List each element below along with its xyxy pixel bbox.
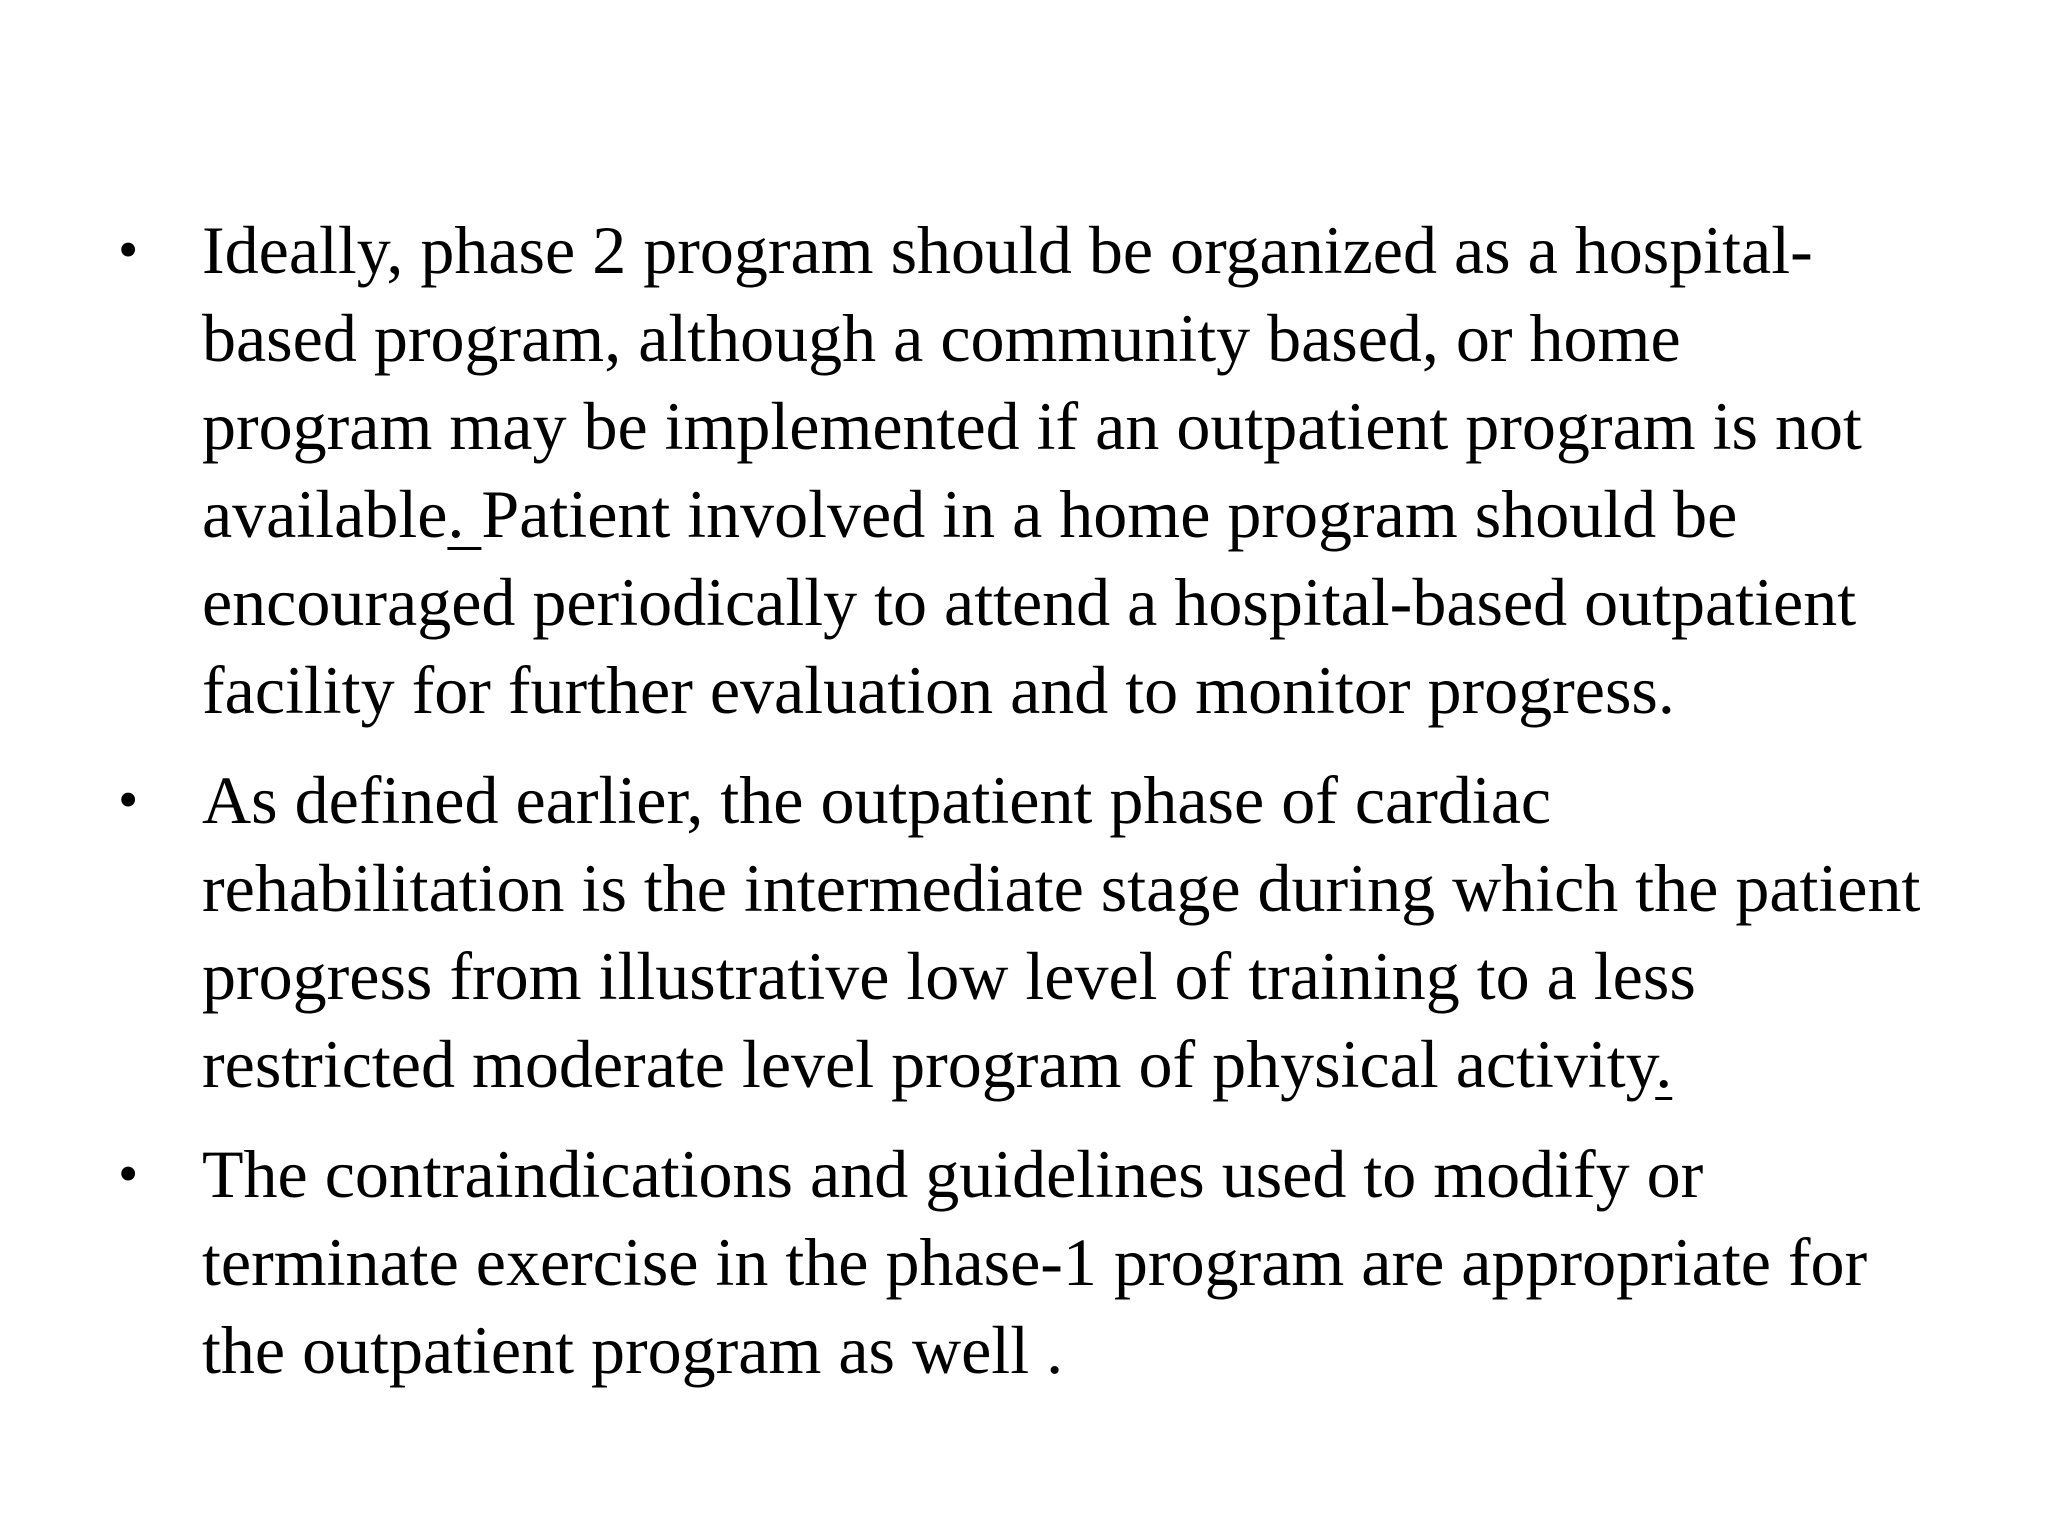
text-segment: available [202, 476, 448, 552]
text-line: Ideally, phase 2 program should be organized as a hospital- [202, 212, 1813, 288]
text-line: terminate exercise in the phase-1 program are appropriate for [202, 1224, 1868, 1300]
text-line: based program, although a community based, or home [202, 300, 1681, 376]
bullet-item-2 [118, 756, 1998, 1108]
text-line [202, 1020, 1998, 1108]
bullet-item-3 [118, 1130, 1998, 1394]
text-line [202, 470, 1998, 558]
bullet-icon: • [118, 217, 139, 282]
bullet-icon: • [118, 767, 139, 832]
text-line: encouraged periodically to attend a hospital-based outpatient [202, 564, 1857, 640]
bullet-list [118, 206, 1998, 1416]
text-line: progress from illustrative low level of training to a less [202, 938, 1696, 1014]
text-line: facility for further evaluation and to monitor progress. [202, 652, 1675, 728]
bullet-item-1 [118, 206, 1998, 734]
bullet-icon: • [118, 1141, 139, 1206]
text-line: program may be implemented if an outpatient program is not [202, 388, 1862, 464]
text-segment: Patient involved in a home program should be [481, 476, 1738, 552]
underlined-segment: . [1655, 1026, 1673, 1102]
text-segment: restricted moderate level program of physical activity [202, 1026, 1656, 1102]
text-line: rehabilitation is the intermediate stage during which the patient [202, 850, 1921, 926]
text-line: the outpatient program as well . [202, 1312, 1064, 1388]
underlined-segment: . [447, 476, 482, 552]
text-line: The contraindications and guidelines used to modify or [202, 1136, 1704, 1212]
text-line: As defined earlier, the outpatient phase of cardiac [202, 762, 1552, 838]
